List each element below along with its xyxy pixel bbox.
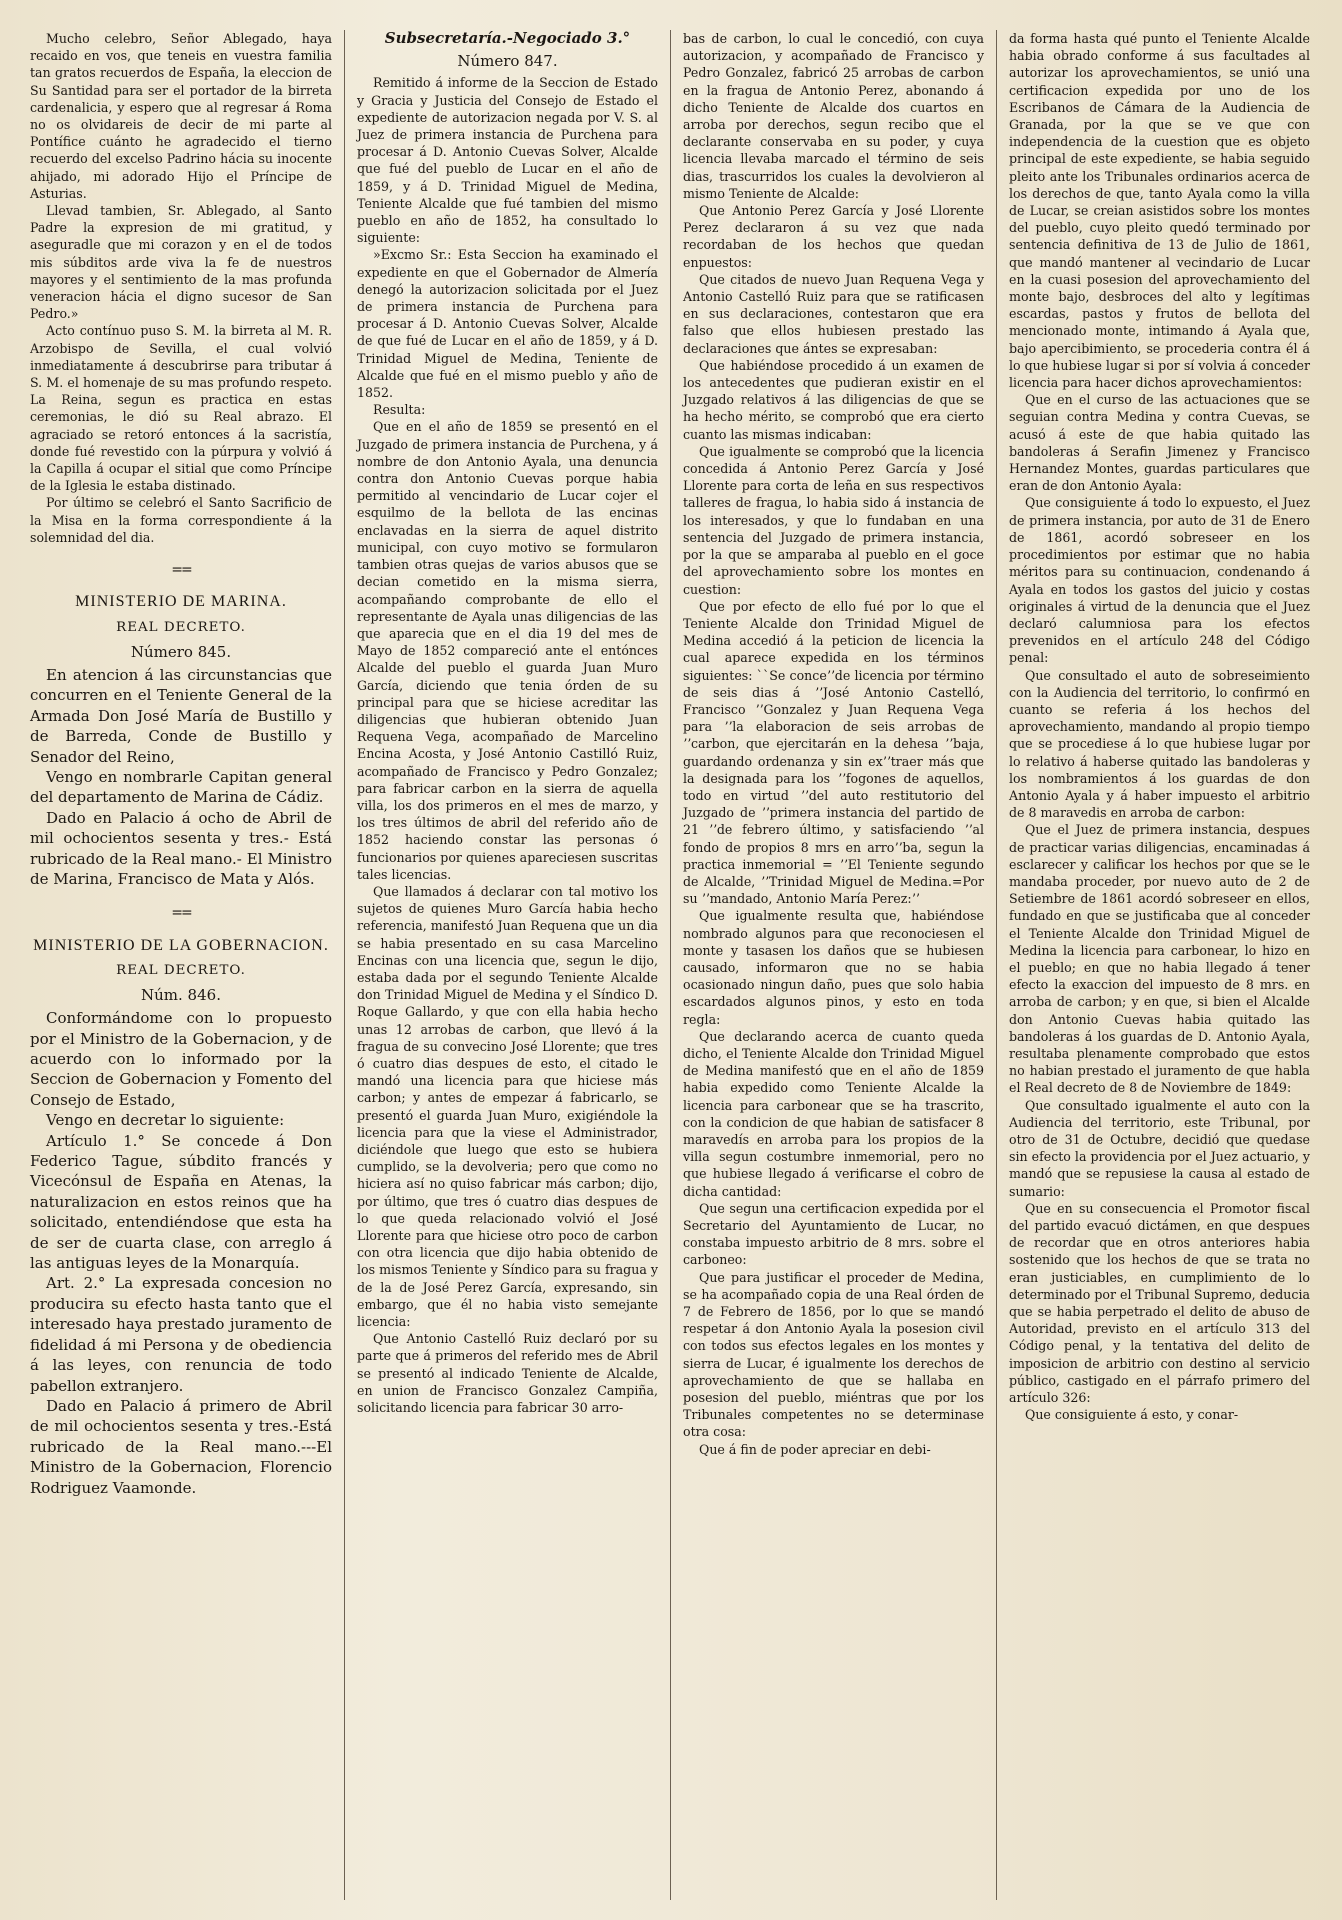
decree-paragraph-wrap	[30, 665, 332, 767]
decree-number: Número 845.	[130, 642, 232, 661]
decree-paragraph-wrap	[30, 1396, 332, 1498]
body-paragraph: Que habiéndose procedido á un examen de los antecedentes que pudieran existir en el Juzgado relativos á las diligencias de que se ha hecho mérito, se comprobó que era cierto cuanto las mismas indicaban:	[683, 357, 984, 442]
decree-paragraph: En atencion á las circunstancias que concurren en el Teniente General de la Armada Don José María de Bustillo y de Barreda, Conde de Bustillo y Senador del Reino,	[30, 665, 332, 766]
decree-paragraph: Artículo 1.° Se concede á Don Federico Tague, súbdito francés y Vicecónsul de España en Atenas, la naturalizacion en estos reinos que ha solicitado, entendiéndose que esta ha de ser de cuarta clase, con arreglo á las antiguas leyes de la Monarquía.	[30, 1131, 332, 1273]
body-paragraph: Que en el año de 1859 se presentó en el Juzgado de primera instancia de Purchena, y á nombre de don Antonio Ayala, una denuncia contra don Antonio Cuevas porque habia permitido al vencindario de Lucar cojer el esquilmo de la bellota de las encinas enclavadas en la sierra de aquel distrito municipal, con cuyo motivo se formularon tambien otras quejas de varios abusos que se decian cometido en la misma sierra, acompañando comprobante de ello el representante de Ayala unas diligencias de las que aparecia que en el dia 19 del mes de Mayo de 1852 compareció ante el entónces Alcalde del pueblo el guarda Juan Muro García, diciendo que tenia órden de su principal para que se hiciese acreditar las diligencias que hubieran obtenido Juan Requena Vega, acompañado de Marcelino Encina Acosta, y José Antonio Castilló Ruiz, acompañado de Francisco y Pedro Gonzalez; para fabricar carbon en la sierra de aquella villa, los dos primeros en el mes de marzo, y los tres últimos de abril del referido año de 1852 haciendo constar las personas ó funcionarios por quienes apareciesen suscritas tales licencias.	[357, 419, 658, 882]
decree-number: Núm. 846.	[141, 985, 221, 1004]
decree-paragraph: Dado en Palacio á primero de Abril de mil ochocientos sesenta y tres.-Está rubricado de la Real mano.---El Ministro de la Gobernacion, Florencio Rodriguez Vaamonde.	[30, 1396, 332, 1497]
body-paragraph: »Excmo Sr.: Esta Seccion ha examinado el expediente en que el Gobernador de Almería denegó la autorizacion solicitada por el Juez de primera instancia de Purchena para procesar á D. Antonio Cuevas Solver, Alcalde de que fué de Lucar en el año de 1859, y á D. Trinidad Miguel de Medina, Teniente de Alcalde que fué en el mismo pueblo y año de 1852.	[357, 247, 658, 401]
body-paragraph: Que en el curso de las actuaciones que se seguian contra Medina y contra Cuevas, se acusó á este de que habia quitado las bandoleras á Serafin Jimenez y Francisco Hernandez Montes, guardas particulares que eran de don Antonio Ayala:	[1009, 392, 1310, 494]
body-paragraph: Que igualmente se comprobó que la licencia concedida á Antonio Perez García y José Llorente para corta de leña en sus respectivos talleres de fragua, lo habia sido á instancia de los interesados, y que lo fundaban en una sentencia del Juzgado de primera instancia, por la que se amparaba al pueblo en el goce del aprovechamiento sobre los montes en cuestion:	[683, 443, 984, 597]
decree-title: REAL DECRETO.	[116, 619, 246, 635]
body-paragraph: Que en su consecuencia el Promotor fiscal del partido evacuó dictámen, en que despues de recordar que en otros anteriores habia sostenido que los hechos de que se trata no eran justiciables, en cumplimiento de lo determinado por el Tribunal Supremo, deducia que se habia perpetrado el delito de abuso de Autoridad, previsto en el artículo 313 del Código penal, y la tentativa del delito de imposicion de arbitrio con destino al servicio público, castigado en el párrafo primero del artículo 326:	[1009, 1200, 1310, 1406]
decree-number: Número 847.	[457, 52, 558, 71]
body-paragraph: Por último se celebró el Santo Sacrificio de la Misa en la forma correspondiente á la solemnidad del dia.	[30, 495, 332, 545]
section-divider: ==	[171, 562, 191, 579]
body-paragraph: Que para justificar el proceder de Medina, se ha acompañado copia de una Real órden de 7 de Febrero de 1856, por lo que se mandó respetar á don Antonio Ayala la posesion civil con todos sus efectos legales en los montes y sierra de Lucar, é igualmente los derechos de aprovechamiento de que se hallaba en posesion del pueblo, miéntras que por los Tribunales competentes no se determinase otra cosa:	[683, 1269, 984, 1440]
body-paragraph: Resulta:	[373, 402, 426, 418]
body-paragraph: Que á fin de poder apreciar en debi-	[699, 1441, 931, 1457]
body-paragraph: Que consultado igualmente el auto con la Audiencia del territorio, este Tribunal, por otro de 31 de Octubre, decidió que quedase sin efecto la providencia por el Juez actuario, y mandó que se repusiese la causa al estado de sumario:	[1009, 1097, 1310, 1199]
decree-paragraph-wrap	[30, 767, 332, 808]
decree-paragraph: Vengo en nombrarle Capitan general del departamento de Marina de Cádiz.	[30, 767, 332, 807]
column-4	[996, 30, 1322, 1900]
column-2	[344, 30, 670, 1900]
section-divider: ==	[171, 905, 191, 922]
ministry-heading: MINISTERIO DE LA GOBERNACION.	[33, 936, 329, 954]
column-1	[18, 30, 344, 1900]
decree-paragraph: Conformándome con lo propuesto por el Ministro de la Gobernacion, y de acuerdo con lo informado por la Seccion de Gobernacion y Fomento del Consejo de Estado,	[30, 1009, 332, 1109]
body-paragraph: Que consiguiente á esto, y conar-	[1025, 1407, 1239, 1423]
body-paragraph: Mucho celebro, Señor Ablegado, haya recaido en vos, que teneis en vuestra familia tan gratos recuerdos de España, la eleccion de Su Santidad para ser el portador de la birreta cardenalicia, y espero que al regresar á Roma no os olvidareis de decir de mi parte al Pontífice cuánto he agradecido el tierno recuerdo del excelso Padrino hácia su inocente ahijado, mi adorado Hijo el Príncipe de Asturias.	[30, 31, 332, 201]
body-paragraph: Que Antonio Perez García y José Llorente Perez declararon á su vez que nada recordaban de los hechos que quedan enpuestos:	[683, 203, 984, 270]
body-paragraph: Que segun una certificacion expedida por el Secretario del Ayuntamiento de Lucar, no constaba impuesto arbitrio de 8 mrs. sobre el carboneo:	[683, 1200, 984, 1268]
decree-paragraph-wrap	[30, 808, 332, 890]
body-paragraph: Acto contínuo puso S. M. la birreta al M. R. Arzobispo de Sevilla, el cual volvió inmediatamente á descubrirse para tributar á S. M. el homenaje de su mas profundo respeto. La Reina, segun es practica en estas ceremonias, le dió su Real abrazo. El agraciado se retoró entonces á la sacristía, donde fué revestido con la púrpura y volvió á la Capilla á ocupar el sitial que como Príncipe de la Iglesia le estaba distinado.	[30, 323, 332, 494]
body-paragraph: Que consiguiente á todo lo expuesto, el Juez de primera instancia, por auto de 31 de Enero de 1861, acordó sobreseer en los procedimientos por estimar que no habia méritos para su continuacion, condenando á Ayala en todos los gastos del juicio y costas originales á virtud de la denuncia que el Juez declaró calumniosa para los efectos prevenidos en el artículo 248 del Código penal:	[1009, 495, 1310, 666]
decree-paragraph-wrap	[30, 1273, 332, 1395]
body-paragraph: Que por efecto de ello fué por lo que el Teniente Alcalde don Trinidad Miguel de Medina accedió á la peticion de licencia la cual aparece expedida en los términos siguientes: ``Se conceʼʼde licencia por término de seis dias á ʼʼJosé Antonio Castelló, Francisco ʼʼGonzalez y Juan Requena Vega para ʼʼla elaboracion de seis arrobas de ʼʼcarbon, que ejercitarán en la dehesa ʼʼbaja, guardando ordenanza y sin exʼʼtraer más que la designada para los ʼʼfogones de aquellos, todo en virtud ʼʼdel auto restitutorio del Juzgado de ʼʼprimera instancia del partido de 21 ʼʼde febrero último, y satisfaciendo ʼʼal fondo de propios 8 mrs en arroʼʼba, segun la practica inmemorial = ʼʼEl Teniente segundo de Alcalde, ʼʼTrinidad Miguel de Medina.=Por su ʼʼmandado, Antonio María Perez:ʼʼ	[683, 598, 984, 907]
decree-paragraph: Vengo en decretar lo siguiente:	[46, 1111, 285, 1130]
body-paragraph: Que citados de nuevo Juan Requena Vega y Antonio Castelló Ruiz para que se ratificasen en sus declaraciones, contestaron que era falso que ellos hubiesen prestado las declaraciones que ántes se expresaban:	[683, 271, 984, 356]
body-paragraph: Que consultado el auto de sobreseimiento con la Audiencia del territorio, lo confirmó en cuanto se referia á los hechos del aprovechamiento, mandando al propio tiempo que se procediese á lo que hubiese lugar por lo relativo á haberse quitado las bandoleras y los nombramientos á los guardas de don Antonio Ayala y á haber impuesto el arbitrio de 8 maravedis en arroba de carbon:	[1009, 667, 1310, 821]
body-paragraph: Que Antonio Castelló Ruiz declaró por su parte que á primeros del referido mes de Abril se presentó al indicado Teniente de Alcalde, en union de Francisco Gonzalez Campiña, solicitando licencia para fabricar 30 arro-	[357, 1331, 658, 1416]
decree-paragraph-wrap	[30, 1110, 332, 1130]
body-paragraph: da forma hasta qué punto el Teniente Alcalde habia obrado conforme á sus facultades al autorizar los aprovechamientos, se unió una certificacion expedida por uno de los Escribanos de Cámara de la Audiencia de Granada, por la que se ve que con independencia de la cuestion que es objeto principal de este expediente, se habia seguido pleito ante los Tribunales ordinarios acerca de los derechos de que, tanto Ayala como la villa de Lucar, se creian asistidos sobre los montes del pueblo, cuyo pleito quedó terminado por sentencia definitiva de 13 de Julio de 1861, que mandó mantener al vecindario de Lucar en la cuasi posesion del aprovechamiento del monte bajo, desbroces del alto y legítimas escardas, pastos y frutos de bellota del mencionado monte, intimando á Ayala que, bajo apercibimiento, se procederia contra él á lo que hubiese lugar si por sí volvia á conceder licencia para hacer dichos aprovechamientos:	[1009, 31, 1310, 391]
decree-paragraph-wrap	[30, 1008, 332, 1110]
section-subheading: Subsecretaría.-Negociado 3.°	[384, 30, 631, 47]
decree-title: REAL DECRETO.	[116, 962, 246, 978]
decree-paragraph-wrap	[30, 1131, 332, 1274]
column-3	[670, 30, 996, 1900]
body-paragraph: bas de carbon, lo cual le concedió, con cuya autorizacion, y acompañado de Francisco y Pedro Gonzalez, fabricó 25 arrobas de carbon en la fragua de Antonio Perez, abonando á dicho Teniente de Alcalde dos cuartos en arroba por derechos, segun recibo que el declarante conservaba en su poder, y cuya licencia llevaba marcado el término de seis dias, trascurridos los cuales la devolvieron al mismo Teniente de Alcalde:	[683, 31, 984, 201]
ministry-heading: MINISTERIO DE MARINA.	[75, 593, 287, 611]
body-paragraph: Remitido á informe de la Seccion de Estado y Gracia y Justicia del Consejo de Estado el expediente de autorizacion negada por V. S. al Juez de primera instancia de Purchena para procesar á D. Antonio Cuevas Solver, Alcalde que fué del pueblo de Lucar en el año de 1859, y á D. Trinidad Miguel de Medina, Teniente Alcalde que fué tambien del mismo pueblo en año de 1852, ha consultado lo siguiente:	[357, 75, 658, 246]
body-paragraph: Que el Juez de primera instancia, despues de practicar varias diligencias, encaminadas á esclarecer y calificar los hechos por que se le mandaba proceder, por nuevo auto de 2 de Setiembre de 1861 acordó sobreseer en ellos, fundado en que se justificaba que al conceder el Teniente Alcalde don Trinidad Miguel de Medina la licencia para carbonear, lo hizo en el pueblo; en que no habia llegado á tener efecto la exaccion del impuesto de 8 mrs. en arroba de carbon; y en que, si bien el Alcalde don Antonio Cuevas habia quitado las bandoleras á los guardas de D. Antonio Ayala, resultaba plenamente comprobado que estos no habian prestado el juramento de que habla el Real decreto de 8 de Noviembre de 1849:	[1009, 822, 1310, 1096]
body-paragraph: Que llamados á declarar con tal motivo los sujetos de quienes Muro García habia hecho referencia, manifestó Juan Requena que un dia se habia presentado en su casa Marcelino Encinas con una licencia que, segun le dijo, estaba dada por el segundo Teniente Alcalde don Trinidad Miguel de Medina y el Síndico D. Roque Gallardo, y que con ella habia hecho unas 12 arrobas de carbon, que llevó á la fragua de su convecino José Llorente; que tres ó cuatro dias despues de esto, el citado le mandó una licencia para que hiciese más carbon; y antes de empezar á fabricarlo, se presentó el guarda Juan Muro, exigiéndole la licencia para que la viese el Administrador, diciéndole que luego que esto se hubiera cumplido, se la devolveria; pero que como no hiciera así no quiso fabricar más carbon; dijo, por último, que tres ó cuatro dias despues de lo que queda relacionado volvió el José Llorente para que hiciese otro poco de carbon con otra licencia que dijo habia obtenido de los mismos Teniente y Síndico para su fragua y de la de José Perez García, expresando, sin embargo, que él no habia visto semejante licencia:	[357, 883, 658, 1330]
body-paragraph: Llevad tambien, Sr. Ablegado, al Santo Padre la expresion de mi gratitud, y aseguradle que mi corazon y en el de todos mis súbditos arde viva la fe de nuestros mayores y el sentimiento de la mas profunda veneracion hácia el digno sucesor de San Pedro.»	[30, 203, 332, 322]
body-paragraph: Que declarando acerca de cuanto queda dicho, el Teniente Alcalde don Trinidad Miguel de Medina manifestó que en el año de 1859 habia expedido como Teniente Alcalde la licencia para carbonear que se ha trascrito, con la condicion de que habian de satisfacer 8 maravedís en arroba para los propios de la villa segun costumbre inmemorial, pero no que hubiese llegado á verificarse el cobro de dicha cantidad:	[683, 1028, 984, 1199]
body-paragraph: Que igualmente resulta que, habiéndose nombrado algunos para que reconociesen el monte y tasasen los daños que se hubiesen causado, informaron que no se habia ocasionado ningun daño, pues que solo habia escardados algunos pinos, y esto en toda regla:	[683, 908, 984, 1027]
decree-paragraph: Art. 2.° La expresada concesion no producira su efecto hasta tanto que el interesado haya prestado juramento de fidelidad á mi Persona y de obediencia á las leyes, con renuncia de todo pabellon extranjero.	[30, 1274, 332, 1395]
decree-paragraph: Dado en Palacio á ocho de Abril de mil ochocientos sesenta y tres.- Está rubricado de la Real mano.- El Ministro de Marina, Francisco de Mata y Alós.	[30, 808, 332, 888]
